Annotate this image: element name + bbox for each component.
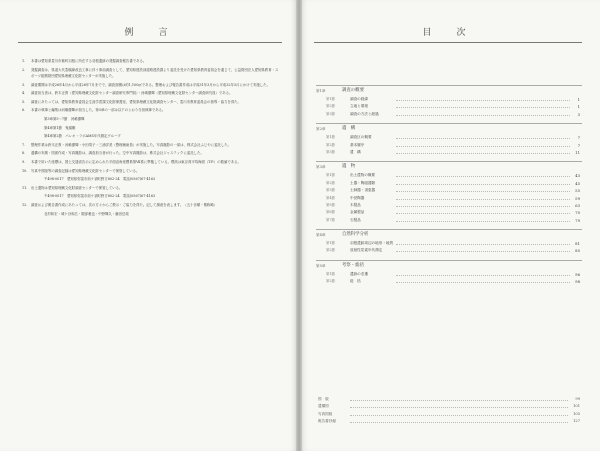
toc-back-matter-item bbox=[316, 411, 582, 418]
toc-chapter-label: 第2章 bbox=[316, 127, 326, 132]
toc-page-number: 85 bbox=[575, 248, 580, 254]
toc-page-number: 3 bbox=[577, 111, 580, 117]
toc-chapter-title: 調査の概要 bbox=[342, 88, 364, 93]
toc-leader-dots bbox=[396, 221, 570, 222]
note-item bbox=[22, 193, 280, 199]
toc-leader-dots bbox=[396, 213, 570, 214]
toc-leader-dots bbox=[396, 199, 570, 200]
note-item bbox=[22, 150, 280, 156]
toc-section-label: 第2節 bbox=[326, 104, 335, 109]
note-text: 調査にあたっては、愛知県教育委員会生涯学習課文化財保護室、愛知県埋蔵文化財調査センター、豊川市教育委員会の指導・協力を得た。 bbox=[31, 99, 241, 104]
note-item bbox=[22, 107, 280, 113]
note-text: 整理作業は鈴木正貴・河嶋優輝・小田靖子・三浦洋美（整理補助員）が実施した。写真撮影の一部は、株式会社ふじやに委託した。 bbox=[31, 142, 232, 147]
page-title-explanatory-notes: 例 言 bbox=[124, 28, 176, 38]
toc-leader-dots bbox=[396, 184, 570, 185]
toc-section-title: 遺跡の変遷 bbox=[350, 271, 368, 276]
note-item bbox=[22, 133, 280, 139]
toc-leader-dots bbox=[396, 251, 570, 252]
toc-leader-dots bbox=[396, 100, 570, 101]
toc-section-title: 木製品 bbox=[350, 202, 361, 207]
toc-section bbox=[316, 103, 582, 110]
toc-section-title: 出土遺物の概要 bbox=[350, 173, 376, 178]
toc-section-label: 第2節 bbox=[326, 279, 335, 284]
toc-leader-dots bbox=[396, 146, 570, 147]
note-text: 〒498-0017 愛知県弥富市前ケ須町野方802-24 電話(0567)67-4163 bbox=[44, 194, 156, 199]
toc-section bbox=[316, 271, 582, 278]
note-number: 8. bbox=[22, 151, 26, 156]
toc-section-label: 第2節 bbox=[326, 248, 335, 253]
note-item bbox=[22, 159, 280, 165]
toc-chapter bbox=[316, 123, 582, 134]
toc-section bbox=[316, 217, 582, 224]
note-number: 6. bbox=[22, 108, 26, 113]
toc-leader-dots bbox=[350, 400, 568, 401]
toc-leader-dots bbox=[396, 107, 570, 108]
toc-leader-dots bbox=[396, 138, 570, 139]
toc-section-label: 第4節 bbox=[326, 195, 335, 200]
toc-page-number: 43 bbox=[575, 173, 580, 179]
toc-section-title: 調査の経緯 bbox=[350, 97, 368, 101]
note-item bbox=[22, 90, 280, 96]
toc-section bbox=[316, 142, 582, 149]
note-item bbox=[22, 202, 280, 208]
toc-section-label: 第2節 bbox=[326, 142, 335, 147]
back-matter-page: 99 bbox=[575, 397, 580, 401]
toc-section-label: 第3節 bbox=[326, 111, 335, 116]
note-text: 本書で用いた座標は、国土交通省告示に定められた平面直角座標系第Ⅶ系に準拠している。標高は東京湾平均海面（T.P.）の数値である。 bbox=[31, 159, 241, 164]
toc-section bbox=[316, 202, 582, 209]
left-page-header bbox=[18, 22, 282, 43]
toc-leader-dots bbox=[396, 115, 570, 116]
note-text: 写真中図版等の調査記録は愛知県埋蔵文化財センターで保管している。 bbox=[31, 168, 140, 173]
note-item bbox=[22, 168, 280, 174]
toc-section-label: 第1節 bbox=[326, 97, 335, 101]
toc-section-title: 遺 構 bbox=[350, 149, 361, 154]
book-gutter bbox=[296, 0, 302, 451]
toc-section-title: 調査の方法と経過 bbox=[350, 111, 379, 116]
toc-section-label: 第3節 bbox=[326, 149, 335, 154]
toc-section bbox=[316, 278, 582, 285]
note-text: 調査期間は平成26年4月から平成26年7月までで、調査面積は約1,100㎡である。整理および報告書作成は平成31年3月から平成32年3月にかけて実施した。 bbox=[31, 82, 270, 87]
toc-section-title: 調査区の概要 bbox=[350, 135, 372, 140]
back-matter-page: 127 bbox=[573, 419, 580, 424]
toc-leader-dots bbox=[350, 422, 568, 423]
note-text: 調査担当者は、鈴木正貴（愛知県埋蔵文化財センター調査研究専門員）・河嶋優輝（愛知県埋蔵文化財センター調査研究員）である。 bbox=[31, 91, 233, 96]
toc-chapter-label: 第5章 bbox=[316, 263, 326, 268]
toc-section-title: 金属製品 bbox=[350, 210, 365, 215]
toc-section bbox=[316, 209, 582, 216]
toc-leader-dots bbox=[350, 415, 568, 416]
back-matter-page: 105 bbox=[573, 411, 580, 416]
toc-leader-dots bbox=[396, 275, 570, 276]
toc-chapter-title: 考察・総括 bbox=[342, 262, 364, 268]
toc-leader-dots bbox=[396, 282, 570, 283]
back-matter-title: 写真図版 bbox=[318, 411, 333, 416]
note-text: 第4章第2節 パレオ・ラボAMS年代測定グループ bbox=[44, 134, 121, 139]
toc-page-number: 98 bbox=[575, 279, 580, 285]
toc-section-label: 第7節 bbox=[326, 217, 335, 222]
explanatory-notes-list bbox=[22, 58, 280, 219]
toc-chapter-label: 第1章 bbox=[316, 89, 326, 93]
note-number: 12. bbox=[22, 202, 28, 207]
toc-page-number: 45 bbox=[575, 180, 580, 186]
note-item bbox=[22, 116, 280, 122]
toc-section-title: 土器・陶磁器類 bbox=[350, 180, 376, 185]
toc-chapter-title: 遺 物 bbox=[342, 164, 356, 170]
toc-leader-dots bbox=[396, 191, 570, 192]
toc-leader-dots bbox=[350, 407, 568, 408]
right-page-header bbox=[314, 22, 582, 43]
page-title-table-of-contents: 目 次 bbox=[422, 28, 474, 38]
note-text: 本書は愛知県豊川市萩町羽根に所在する羽根遺跡の発掘調査報告書である。 bbox=[31, 59, 147, 63]
toc-leader-dots bbox=[396, 153, 570, 154]
toc-page-number: 63 bbox=[575, 202, 580, 208]
toc-section-title: 総 括 bbox=[350, 279, 361, 284]
note-text: 出土遺物は愛知県埋蔵文化財調査センターで保管している。 bbox=[31, 185, 123, 190]
toc-section bbox=[316, 134, 582, 141]
toc-page-number: 96 bbox=[575, 271, 580, 277]
note-text: 発掘調査は、県道大代豊橋線改良工事に伴う事前調査として、愛知県建設部道路建設課より委託を受けた愛知県教育委員会を通じて、公益財団法人愛知県教育・スポーツ振興財団愛知県埋蔵文化財センターが実施した。 bbox=[31, 67, 279, 78]
back-matter-list bbox=[316, 396, 582, 426]
toc-section-title: 放射性炭素年代測定 bbox=[350, 248, 383, 253]
toc-leader-dots bbox=[396, 176, 570, 177]
table-of-contents bbox=[316, 80, 582, 286]
note-text: 遺構の実測・図面作成・写真撮影は、調査担当者が行った。空中写真撮影は、株式会社ジャステックに委託した。 bbox=[31, 151, 204, 156]
note-item bbox=[22, 142, 280, 148]
toc-page-number: 59 bbox=[575, 195, 580, 201]
toc-chapter bbox=[316, 85, 582, 96]
toc-page-number: 1 bbox=[577, 97, 580, 102]
note-item bbox=[22, 125, 280, 131]
toc-chapter-label: 第4章 bbox=[316, 233, 326, 238]
toc-section bbox=[316, 180, 582, 187]
note-text: 第4章第1節 鬼頭剛 bbox=[44, 125, 76, 130]
back-matter-title: 図 版 bbox=[318, 397, 329, 401]
note-number: 11. bbox=[22, 185, 28, 190]
note-text: 〒498-0017 愛知県弥富市前ケ須町野方802-24 電話(0567)67-4163 bbox=[44, 177, 156, 182]
note-item bbox=[22, 58, 280, 64]
note-number: 9. bbox=[22, 159, 26, 164]
note-item bbox=[22, 185, 280, 191]
note-item bbox=[22, 176, 280, 182]
note-number: 2. bbox=[22, 67, 26, 72]
toc-page-number: 7 bbox=[577, 142, 580, 148]
toc-section-label: 第1節 bbox=[326, 241, 335, 246]
toc-section-label: 第1節 bbox=[326, 271, 335, 276]
note-number: 4. bbox=[22, 91, 26, 96]
toc-section bbox=[316, 96, 582, 103]
toc-page-number: 70 bbox=[575, 210, 580, 216]
toc-section bbox=[316, 195, 582, 202]
toc-leader-dots bbox=[396, 244, 570, 245]
note-item bbox=[22, 99, 280, 105]
toc-leader-dots bbox=[396, 206, 570, 207]
toc-section bbox=[316, 187, 582, 194]
toc-chapter-title: 自然科学分析 bbox=[342, 232, 369, 238]
toc-page-number: 55 bbox=[575, 188, 580, 194]
toc-page-number: 1 bbox=[577, 104, 580, 110]
note-item bbox=[22, 67, 280, 80]
toc-section-label: 第5節 bbox=[326, 202, 335, 207]
toc-chapter bbox=[316, 161, 582, 172]
toc-section-title: 基本層序 bbox=[350, 142, 365, 147]
toc-section-title: 立地と環境 bbox=[350, 104, 368, 109]
toc-section bbox=[316, 149, 582, 156]
note-item bbox=[22, 211, 280, 217]
toc-section-label: 第2節 bbox=[326, 180, 335, 185]
note-number: 5. bbox=[22, 99, 26, 104]
toc-section bbox=[316, 111, 582, 118]
note-text: 北村和宏・城ケ谷和広・服部雅也・中野輝久・藤田岳哉 bbox=[44, 211, 129, 216]
toc-section-label: 第1節 bbox=[326, 135, 335, 140]
toc-back-matter-item bbox=[316, 403, 582, 410]
toc-page-number: 11 bbox=[575, 149, 580, 155]
toc-page-number: 79 bbox=[575, 217, 580, 223]
note-number: 1. bbox=[22, 59, 26, 63]
toc-section-title: 土師器・須恵器 bbox=[350, 188, 376, 193]
toc-page-number: 81 bbox=[575, 241, 580, 247]
back-matter-page: 101 bbox=[573, 404, 580, 409]
note-number: 7. bbox=[22, 142, 26, 147]
toc-section bbox=[316, 247, 582, 254]
back-matter-title: 遺構図 bbox=[318, 404, 329, 409]
note-number: 3. bbox=[22, 82, 26, 87]
toc-back-matter-item bbox=[316, 418, 582, 425]
note-item bbox=[22, 82, 280, 88]
note-text: 本書の執筆と編集は河嶋優輝が担当した。第3章の一部は以下のとおり分担執筆である。 bbox=[31, 108, 166, 113]
toc-chapter bbox=[316, 229, 582, 240]
toc-section-title: 中世陶器 bbox=[350, 195, 365, 200]
toc-section-label: 第6節 bbox=[326, 210, 335, 215]
toc-back-matter-item bbox=[316, 396, 582, 403]
toc-chapter bbox=[316, 260, 582, 271]
toc-section bbox=[316, 172, 582, 179]
toc-section-title: 石製品 bbox=[350, 217, 361, 222]
toc-page-number: 7 bbox=[577, 135, 580, 141]
note-text: 第3章第5〜7節 河嶋優輝 bbox=[44, 116, 85, 121]
toc-chapter-label: 第3章 bbox=[316, 165, 326, 170]
toc-section-label: 第1節 bbox=[326, 173, 335, 178]
note-number: 10. bbox=[22, 168, 28, 173]
toc-chapter-title: 遺 構 bbox=[342, 126, 356, 132]
toc-section-label: 第3節 bbox=[326, 188, 335, 193]
note-text: 調査および報告書作成にあたっては、次の方々からご教示・ご協力を得た。記して謝意を表します。（五十音順・敬称略） bbox=[31, 202, 218, 207]
toc-section bbox=[316, 240, 582, 247]
back-matter-title: 報告書抄録 bbox=[318, 419, 336, 424]
toc-section-title: 羽根遺跡周辺の地形・地質 bbox=[350, 241, 394, 246]
